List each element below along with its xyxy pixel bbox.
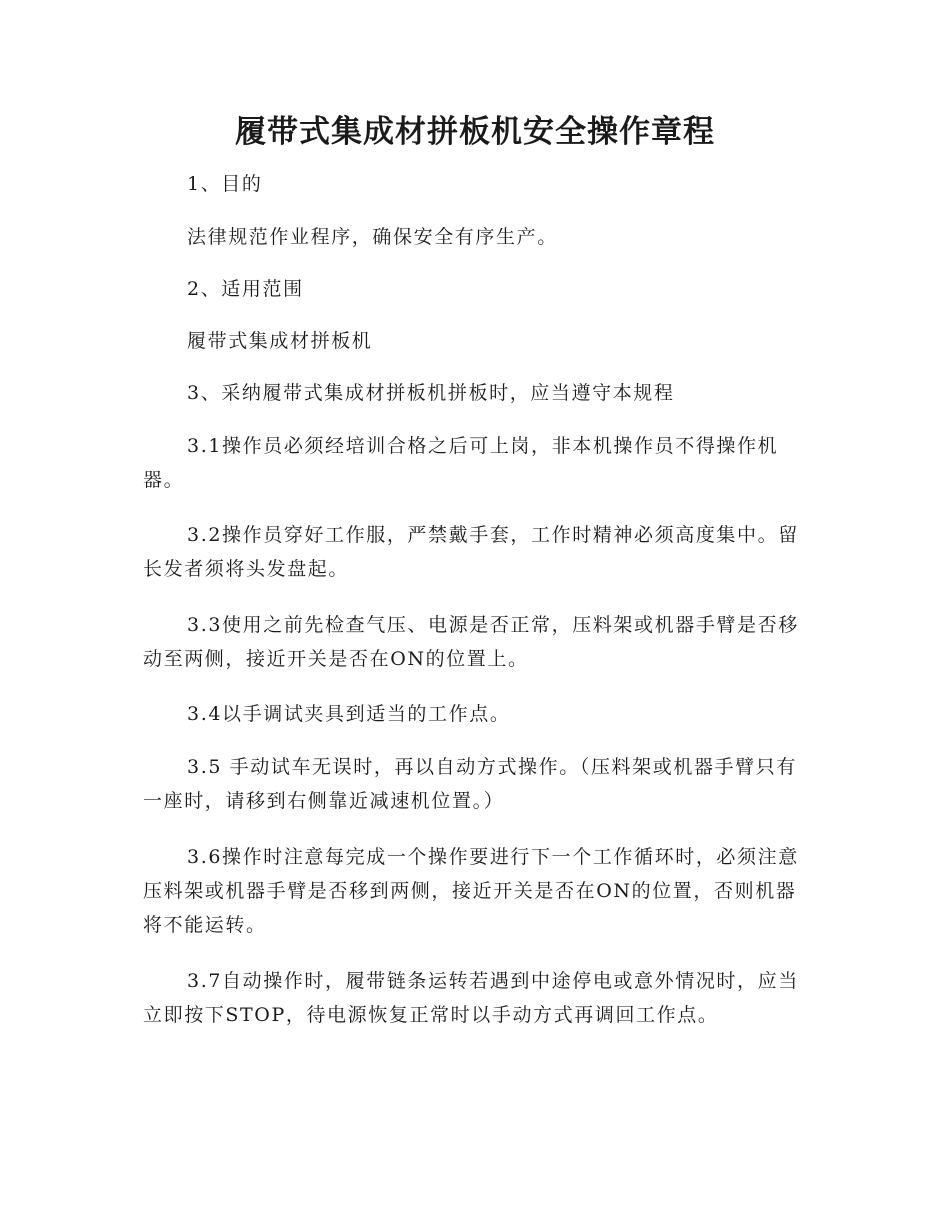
- clause-3-3: 3.3使用之前先检查气压、电源是否正常，压料架或机器手臂是否移动至两侧，接近开关是否在ON的位置上。: [143, 614, 799, 670]
- document-title: 履带式集成材拼板机安全操作章程: [235, 114, 715, 150]
- clause-3-5: 3.5 手动试车无误时，再以自动方式操作。（压料架或机器手臂只有一座时，请移到右侧靠近减速机位置。）: [143, 756, 797, 812]
- clause-3-6: 3.6操作时注意每完成一个操作要进行下一个工作循环时，必须注意压料架或机器手臂是否移到两侧，接近开关是否在ON的位置，否则机器将不能运转。: [143, 846, 799, 936]
- section-1-heading: 1、目的: [187, 173, 263, 195]
- section-2-heading: 2、适用范围: [187, 278, 304, 300]
- section-3-heading: 3、采纳履带式集成材拼板机拼板时，应当遵守本规程: [187, 382, 675, 404]
- section-1-body: 法律规范作业程序，确保安全有序生产。: [187, 226, 558, 248]
- clause-3-2: 3.2操作员穿好工作服，严禁戴手套，工作时精神必须高度集中。留长发者须将头发盘起。: [143, 524, 799, 580]
- clause-3-1: 3.1操作员必须经培训合格之后可上岗，非本机操作员不得操作机器。: [143, 435, 779, 491]
- clause-3-7: 3.7自动操作时，履带链条运转若遇到中途停电或意外情况时，应当立即按下STOP，待电源恢复正常时以手动方式再调回工作点。: [143, 970, 799, 1026]
- section-2-body: 履带式集成材拼板机: [187, 330, 373, 352]
- clause-3-4: 3.4以手调试夹具到适当的工作点。: [187, 703, 511, 725]
